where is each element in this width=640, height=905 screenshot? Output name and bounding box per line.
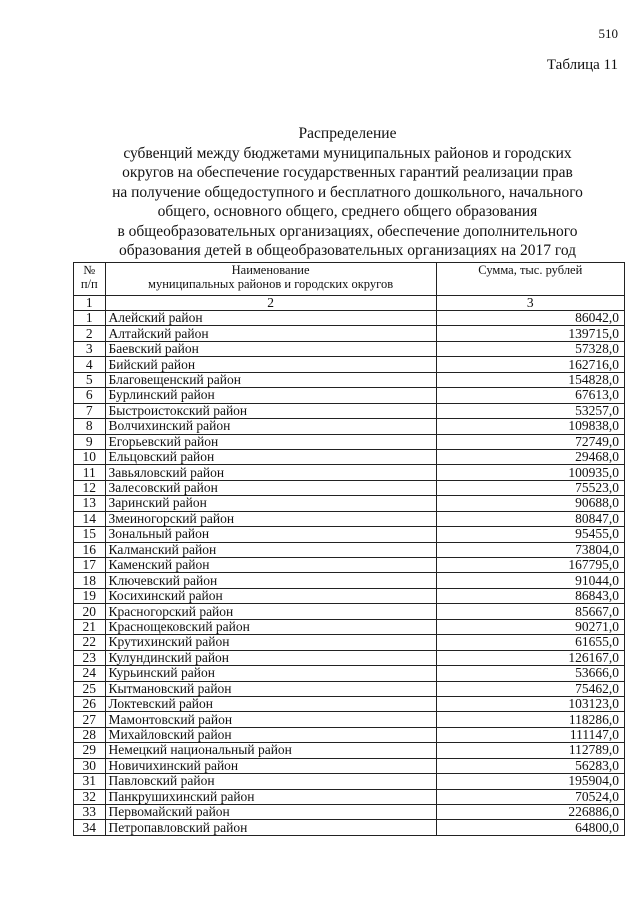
table-row <box>74 650 625 665</box>
subvention-amount: 75462,0 <box>436 681 624 696</box>
subvention-amount: 90271,0 <box>436 619 624 634</box>
subvention-amount: 226886,0 <box>436 805 624 820</box>
table-row <box>74 341 625 356</box>
district-name: Павловский район <box>105 774 436 789</box>
subvention-amount: 90688,0 <box>436 496 624 511</box>
table-caption: Таблица 11 <box>546 57 618 73</box>
district-name: Локтевский район <box>105 696 436 711</box>
table-row <box>74 789 625 804</box>
column-number: 1 <box>74 296 106 311</box>
column-number: 2 <box>105 296 436 311</box>
table-row <box>74 604 625 619</box>
district-name: Кулундинский район <box>105 650 436 665</box>
title-line: на получение общедоступного и бесплатного дошкольного, начального <box>112 183 583 201</box>
district-name: Завьяловский район <box>105 465 436 480</box>
page-number: 510 <box>598 26 618 41</box>
subvention-amount: 126167,0 <box>436 650 624 665</box>
row-number: 4 <box>74 357 106 372</box>
table-row <box>74 588 625 603</box>
row-number: 25 <box>74 681 106 696</box>
table-row <box>74 465 625 480</box>
row-number: 31 <box>74 774 106 789</box>
subvention-amount: 73804,0 <box>436 542 624 557</box>
header-number-line1: № <box>83 263 96 277</box>
district-name: Змеиногорский район <box>105 511 436 526</box>
subvention-amount: 109838,0 <box>436 419 624 434</box>
table-row <box>74 449 625 464</box>
subvention-amount: 195904,0 <box>436 774 624 789</box>
row-number: 12 <box>74 480 106 495</box>
row-number: 19 <box>74 588 106 603</box>
district-name: Алтайский район <box>105 326 436 341</box>
title-line: образования детей в общеобразовательных организациях на 2017 год <box>118 242 577 259</box>
row-number: 9 <box>74 434 106 449</box>
district-name: Быстроистокский район <box>105 403 436 418</box>
row-number: 17 <box>74 558 106 573</box>
row-number: 5 <box>74 372 106 387</box>
subvention-table <box>73 262 625 836</box>
subvention-amount: 95455,0 <box>436 527 624 542</box>
district-name: Ельцовский район <box>105 449 436 464</box>
district-name: Зональный район <box>105 527 436 542</box>
row-number: 29 <box>74 743 106 758</box>
row-number: 18 <box>74 573 106 588</box>
header-name <box>105 263 436 296</box>
row-number: 23 <box>74 650 106 665</box>
row-number: 6 <box>74 388 106 403</box>
title-line: Распределение <box>298 125 397 142</box>
table-row <box>74 388 625 403</box>
table-row <box>74 434 625 449</box>
subvention-amount: 118286,0 <box>436 712 624 727</box>
row-number: 10 <box>74 449 106 464</box>
district-name: Калманский район <box>105 542 436 557</box>
subvention-amount: 67613,0 <box>436 388 624 403</box>
row-number: 22 <box>74 635 106 650</box>
subvention-amount: 111147,0 <box>436 727 624 742</box>
table-row <box>74 357 625 372</box>
row-number: 30 <box>74 758 106 773</box>
subvention-amount: 103123,0 <box>436 696 624 711</box>
subvention-amount: 91044,0 <box>436 573 624 588</box>
table-row <box>74 573 625 588</box>
district-name: Крутихинский район <box>105 635 436 650</box>
district-name: Косихинский район <box>105 588 436 603</box>
subvention-amount: 167795,0 <box>436 558 624 573</box>
district-name: Мамонтовский район <box>105 712 436 727</box>
district-name: Краснощековский район <box>105 619 436 634</box>
title-line: в общеобразовательных организациях, обеспечение дополнительного <box>117 222 578 240</box>
header-number-line2: п/п <box>80 277 98 291</box>
table-row <box>74 419 625 434</box>
title-line: общего, основного общего, среднего общего образования <box>157 203 538 220</box>
table-row <box>74 805 625 820</box>
subvention-amount: 29468,0 <box>436 449 624 464</box>
table-row <box>74 758 625 773</box>
district-name: Новичихинский район <box>105 758 436 773</box>
table-row <box>74 326 625 341</box>
district-name: Первомайский район <box>105 805 436 820</box>
row-number: 27 <box>74 712 106 727</box>
table-row <box>74 727 625 742</box>
header-row <box>74 263 625 296</box>
table-row <box>74 696 625 711</box>
column-number: 3 <box>436 296 624 311</box>
subvention-amount: 75523,0 <box>436 480 624 495</box>
title-line: округов на обеспечение государственных гарантий реализации прав <box>122 164 573 181</box>
table-row <box>74 480 625 495</box>
table-row <box>74 511 625 526</box>
header-name-line1: Наименование <box>231 263 310 277</box>
document-title <box>70 124 625 261</box>
subvention-amount: 139715,0 <box>436 326 624 341</box>
subvention-amount: 86042,0 <box>436 311 624 326</box>
row-number: 21 <box>74 619 106 634</box>
subvention-amount: 86843,0 <box>436 588 624 603</box>
row-number: 24 <box>74 666 106 681</box>
subvention-amount: 56283,0 <box>436 758 624 773</box>
district-name: Ключевский район <box>105 573 436 588</box>
table-body <box>74 311 625 836</box>
district-name: Алейский район <box>105 311 436 326</box>
row-number: 32 <box>74 789 106 804</box>
subvention-amount: 61655,0 <box>436 635 624 650</box>
table-row <box>74 666 625 681</box>
district-name: Петропавловский район <box>105 820 436 835</box>
district-name: Заринский район <box>105 496 436 511</box>
district-name: Залесовский район <box>105 480 436 495</box>
subvention-amount: 112789,0 <box>436 743 624 758</box>
table-row <box>74 558 625 573</box>
column-numbers-row <box>74 296 625 311</box>
subvention-amount: 72749,0 <box>436 434 624 449</box>
district-name: Волчихинский район <box>105 419 436 434</box>
row-number: 20 <box>74 604 106 619</box>
row-number: 28 <box>74 727 106 742</box>
row-number: 7 <box>74 403 106 418</box>
district-name: Панкрушихинский район <box>105 789 436 804</box>
subvention-amount: 57328,0 <box>436 341 624 356</box>
district-name: Михайловский район <box>105 727 436 742</box>
table-row <box>74 372 625 387</box>
district-name: Благовещенский район <box>105 372 436 387</box>
row-number: 11 <box>74 465 106 480</box>
header-name-line2: муниципальных районов и городских округов <box>148 277 394 291</box>
table-row <box>74 619 625 634</box>
subvention-amount: 70524,0 <box>436 789 624 804</box>
district-name: Егорьевский район <box>105 434 436 449</box>
header-sum: Сумма, тыс. рублей <box>436 263 624 296</box>
district-name: Баевский район <box>105 341 436 356</box>
subvention-amount: 64800,0 <box>436 820 624 835</box>
district-name: Кытмановский район <box>105 681 436 696</box>
table-row <box>74 496 625 511</box>
row-number: 16 <box>74 542 106 557</box>
district-name: Курьинский район <box>105 666 436 681</box>
district-name: Бурлинский район <box>105 388 436 403</box>
table-row <box>74 527 625 542</box>
table-row <box>74 542 625 557</box>
district-name: Каменский район <box>105 558 436 573</box>
table-row <box>74 820 625 835</box>
row-number: 34 <box>74 820 106 835</box>
subvention-amount: 53666,0 <box>436 666 624 681</box>
table-row <box>74 681 625 696</box>
table-header <box>74 263 625 311</box>
title-line: субвенций между бюджетами муниципальных районов и городских <box>123 144 572 162</box>
row-number: 33 <box>74 805 106 820</box>
row-number: 14 <box>74 511 106 526</box>
row-number: 13 <box>74 496 106 511</box>
subvention-amount: 100935,0 <box>436 465 624 480</box>
subvention-amount: 80847,0 <box>436 511 624 526</box>
subvention-amount: 53257,0 <box>436 403 624 418</box>
subvention-amount: 85667,0 <box>436 604 624 619</box>
row-number: 8 <box>74 419 106 434</box>
table-row <box>74 743 625 758</box>
district-name: Бийский район <box>105 357 436 372</box>
table-row <box>74 712 625 727</box>
table-row <box>74 311 625 326</box>
subvention-amount: 154828,0 <box>436 372 624 387</box>
table-row <box>74 403 625 418</box>
header-number <box>74 263 106 296</box>
subvention-amount: 162716,0 <box>436 357 624 372</box>
row-number: 3 <box>74 341 106 356</box>
district-name: Немецкий национальный район <box>105 743 436 758</box>
row-number: 15 <box>74 527 106 542</box>
row-number: 26 <box>74 696 106 711</box>
row-number: 1 <box>74 311 106 326</box>
table-row <box>74 635 625 650</box>
district-name: Красногорский район <box>105 604 436 619</box>
table-row <box>74 774 625 789</box>
row-number: 2 <box>74 326 106 341</box>
